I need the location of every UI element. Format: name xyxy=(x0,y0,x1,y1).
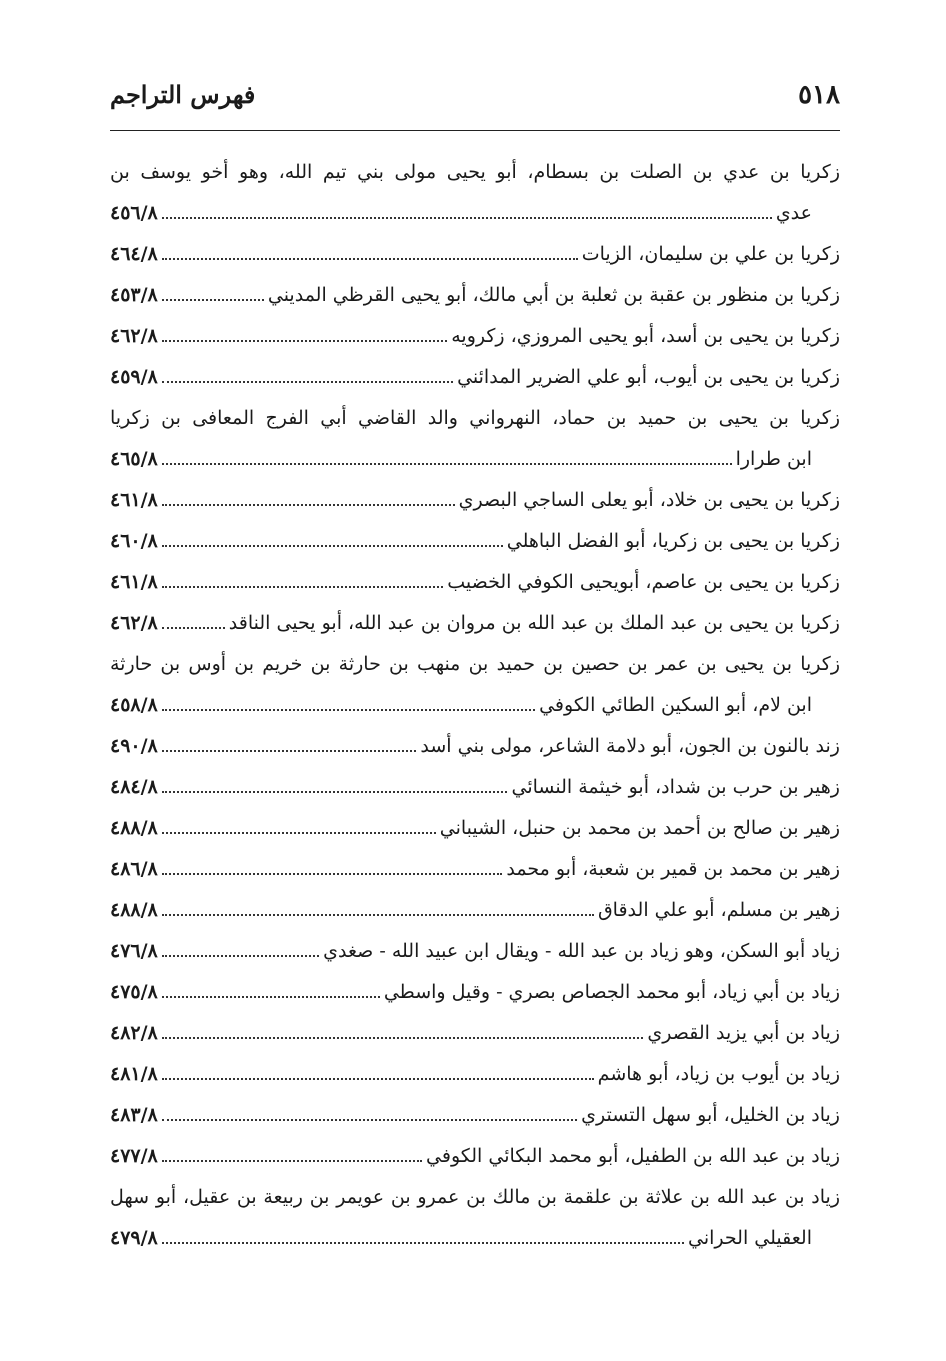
index-entry xyxy=(110,890,840,931)
dot-leader xyxy=(162,750,417,752)
index-entry xyxy=(110,644,840,726)
dot-leader xyxy=(162,791,508,793)
entry-line xyxy=(110,685,840,726)
dot-leader xyxy=(162,217,772,219)
index-entry xyxy=(110,849,840,890)
index-entry xyxy=(110,931,840,972)
dot-leader xyxy=(162,258,578,260)
entry-line xyxy=(110,1013,840,1054)
dot-leader xyxy=(162,709,535,711)
volume-page-reference: ٤٨٦/٨ xyxy=(110,858,158,880)
entry-text: ابن لام، أبو السكين الطائي الكوفي xyxy=(539,694,812,716)
dot-leader xyxy=(162,381,453,383)
volume-page-reference: ٤٧٧/٨ xyxy=(110,1145,158,1167)
index-entry xyxy=(110,603,840,644)
index-entry xyxy=(110,808,840,849)
entry-text: زكريا بن يحيى بن عاصم، أبويحيى الكوفي الخضيب xyxy=(447,571,840,593)
entry-text: زياد بن أيوب بن زياد، أبو هاشم xyxy=(597,1063,840,1085)
index-entry xyxy=(110,357,840,398)
volume-page-reference: ٤٧٥/٨ xyxy=(110,981,158,1003)
entry-line xyxy=(110,808,840,849)
entry-line xyxy=(110,480,840,521)
entry-line xyxy=(110,890,840,931)
volume-page-reference: ٤٨٨/٨ xyxy=(110,899,158,921)
volume-page-reference: ٤٥٣/٨ xyxy=(110,284,158,306)
index-entry xyxy=(110,480,840,521)
volume-page-reference: ٤٥٩/٨ xyxy=(110,366,158,388)
page-number: ٥١٨ xyxy=(798,80,840,110)
entry-line xyxy=(110,603,840,644)
entry-line xyxy=(110,521,840,562)
volume-page-reference: ٤٦١/٨ xyxy=(110,571,158,593)
index-entry xyxy=(110,152,840,234)
entry-text: زكريا بن يحيى بن أسد، أبو يحيى المروزي، زكرويه xyxy=(451,325,840,347)
entry-text: زكريا بن عدي بن الصلت بن بسطام، أبو يحيى مولى بني تيم الله، وهو أخو يوسف بن xyxy=(110,161,840,183)
volume-page-reference: ٤٨١/٨ xyxy=(110,1063,158,1085)
volume-page-reference: ٤٥٨/٨ xyxy=(110,694,158,716)
entry-text: زكريا بن يحيى بن عبد الملك بن عبد الله بن مروان بن عبد الله، أبو يحيى الناقد xyxy=(228,612,840,634)
dot-leader xyxy=(162,1160,422,1162)
dot-leader xyxy=(162,463,732,465)
index-entry xyxy=(110,1136,840,1177)
entry-line xyxy=(110,849,840,890)
dot-leader xyxy=(162,1037,644,1039)
entry-text: زكريا بن يحيى بن خلاد، أبو يعلى الساجي البصري xyxy=(458,489,840,511)
entry-text: زياد بن الخليل، أبو سهل التستري xyxy=(581,1104,840,1126)
entry-line xyxy=(110,931,840,972)
volume-page-reference: ٤٥٦/٨ xyxy=(110,202,158,224)
entry-text: زكريا بن يحيى بن عمر بن حصين بن حميد بن منهب بن حارثة بن خريم بن أوس بن حارثة xyxy=(110,653,840,675)
entry-line xyxy=(110,972,840,1013)
entry-line xyxy=(110,1177,840,1218)
page-header xyxy=(110,80,840,120)
index-entry xyxy=(110,275,840,316)
dot-leader xyxy=(162,340,447,342)
entry-line xyxy=(110,275,840,316)
entry-text: زياد بن أبي يزيد القصري xyxy=(647,1022,840,1044)
volume-page-reference: ٤٨٤/٨ xyxy=(110,776,158,798)
volume-page-reference: ٤٦٢/٨ xyxy=(110,325,158,347)
entry-text: زهير بن محمد بن قمير بن شعبة، أبو محمد xyxy=(506,858,840,880)
entry-line xyxy=(110,316,840,357)
biography-index-list xyxy=(110,152,840,1259)
dot-leader xyxy=(162,996,380,998)
volume-page-reference: ٤٨٣/٨ xyxy=(110,1104,158,1126)
entry-line xyxy=(110,193,840,234)
entry-line xyxy=(110,234,840,275)
entry-text: زكريا بن يحيى بن حميد بن حماد، النهرواني والد القاضي أبي الفرج المعافى بن زكريا xyxy=(110,407,840,429)
entry-text: العقيلي الحراني xyxy=(688,1227,812,1249)
entry-line xyxy=(110,644,840,685)
entry-text: زهير بن حرب بن شداد، أبو خيثمة النسائي xyxy=(511,776,840,798)
dot-leader xyxy=(162,832,436,834)
entry-text: زكريا بن علي بن سليمان، الزيات xyxy=(581,243,840,265)
volume-page-reference: ٤٦٥/٨ xyxy=(110,448,158,470)
entry-line xyxy=(110,726,840,767)
index-entry xyxy=(110,562,840,603)
entry-text: زكريا بن يحيى بن أيوب، أبو علي الضرير المدائني xyxy=(457,366,840,388)
entry-line xyxy=(110,1218,840,1259)
dot-leader xyxy=(162,545,503,547)
entry-text: ابن طرارا xyxy=(735,448,812,470)
dot-leader xyxy=(162,873,503,875)
entry-text: زكريا بن يحيى بن زكريا، أبو الفضل الباهلي xyxy=(506,530,840,552)
entry-text: عدي xyxy=(775,202,812,224)
entry-line xyxy=(110,152,840,193)
volume-page-reference: ٤٧٦/٨ xyxy=(110,940,158,962)
index-entry xyxy=(110,1177,840,1259)
entry-text: زياد بن عبد الله بن الطفيل، أبو محمد البكائي الكوفي xyxy=(426,1145,840,1167)
entry-line xyxy=(110,439,840,480)
dot-leader xyxy=(162,627,225,629)
index-entry xyxy=(110,726,840,767)
volume-page-reference: ٤٦١/٨ xyxy=(110,489,158,511)
index-entry xyxy=(110,1054,840,1095)
dot-leader xyxy=(162,914,594,916)
dot-leader xyxy=(162,955,319,957)
index-entry xyxy=(110,767,840,808)
entry-text: زياد أبو السكن، وهو زياد بن عبد الله - ويقال ابن عبيد الله - صغدي xyxy=(323,940,840,962)
header-rule xyxy=(110,130,840,131)
index-entry xyxy=(110,234,840,275)
index-entry xyxy=(110,521,840,562)
entry-line xyxy=(110,357,840,398)
dot-leader xyxy=(162,299,264,301)
running-title: فهرس التراجم xyxy=(110,80,256,109)
index-entry xyxy=(110,1013,840,1054)
volume-page-reference: ٤٨٨/٨ xyxy=(110,817,158,839)
index-entry xyxy=(110,972,840,1013)
volume-page-reference: ٤٧٩/٨ xyxy=(110,1227,158,1249)
index-entry xyxy=(110,398,840,480)
volume-page-reference: ٤٦٠/٨ xyxy=(110,530,158,552)
volume-page-reference: ٤٦٤/٨ xyxy=(110,243,158,265)
volume-page-reference: ٤٦٢/٨ xyxy=(110,612,158,634)
dot-leader xyxy=(162,1242,684,1244)
volume-page-reference: ٤٨٢/٨ xyxy=(110,1022,158,1044)
index-entry xyxy=(110,1095,840,1136)
entry-text: زياد بن عبد الله بن علاثة بن علقمة بن مالك بن عمرو بن عويمر بن ربيعة بن عقيل، أبو سهل xyxy=(110,1186,840,1208)
entry-line xyxy=(110,398,840,439)
entry-line xyxy=(110,1136,840,1177)
entry-line xyxy=(110,562,840,603)
entry-text: زهير بن صالح بن أحمد بن محمد بن حنبل، الشيباني xyxy=(439,817,840,839)
dot-leader xyxy=(162,504,455,506)
entry-line xyxy=(110,767,840,808)
entry-text: زياد بن أبي زياد، أبو محمد الجصاص بصري - وقيل واسطي xyxy=(383,981,840,1003)
entry-line xyxy=(110,1054,840,1095)
index-entry xyxy=(110,316,840,357)
dot-leader xyxy=(162,586,444,588)
entry-text: زكريا بن منظور بن عقبة بن ثعلبة بن أبي مالك، أبو يحيى القرظي المديني xyxy=(267,284,840,306)
volume-page-reference: ٤٩٠/٨ xyxy=(110,735,158,757)
entry-line xyxy=(110,1095,840,1136)
entry-text: زند بالنون بن الجون، أبو دلامة الشاعر، مولى بني أسد xyxy=(420,735,840,757)
dot-leader xyxy=(162,1119,577,1121)
dot-leader xyxy=(162,1078,594,1080)
entry-text: زهير بن مسلم، أبو علي الدقاق xyxy=(597,899,840,921)
